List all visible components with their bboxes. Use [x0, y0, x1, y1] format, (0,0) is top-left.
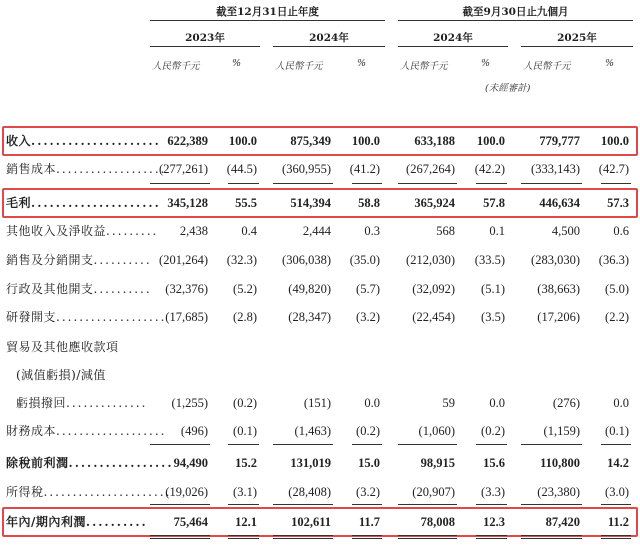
amount-cell: (32,376)	[165, 282, 208, 296]
amount-cell: 2,438	[179, 224, 208, 238]
amount-cell: 59	[442, 396, 455, 410]
row-label-text: 貿易及其他應收款項	[6, 340, 119, 354]
row-label-text: 行政及其他開支	[6, 282, 94, 296]
amount-cell: 633,188	[414, 134, 455, 148]
percent-cell: (36.3)	[598, 253, 629, 267]
amount-cell: (49,820)	[288, 282, 331, 296]
subtotal-rule	[150, 444, 210, 445]
amount-cell: (17,685)	[165, 310, 208, 324]
percent-cell: 0.4	[241, 224, 257, 238]
percent-cell: 12.1	[235, 515, 257, 529]
percent-cell: 100.0	[600, 134, 629, 148]
amount-cell: 345,128	[167, 196, 208, 210]
percent-cell: 0.0	[613, 396, 629, 410]
subtotal-rule	[521, 504, 582, 505]
amount-cell: 78,008	[420, 515, 455, 529]
table-row-other-income	[0, 220, 640, 242]
row-label-leader: .....................	[31, 196, 161, 210]
percent-cell: 15.0	[358, 456, 380, 470]
subtotal-rule	[273, 183, 333, 184]
row-label-text: 毛利	[6, 196, 32, 210]
percent-cell: 0.0	[364, 396, 380, 410]
amount-cell: (277,261)	[159, 162, 208, 176]
row-label-text: 銷售及分銷開支	[6, 253, 94, 267]
percent-cell: 0.1	[489, 224, 505, 238]
percent-cell: 100.0	[351, 134, 380, 148]
row-label-text: 所得稅	[6, 485, 44, 499]
amount-cell: 2,444	[302, 224, 331, 238]
percent-cell: (42.2)	[474, 162, 505, 176]
highlight-box-revenue	[2, 126, 638, 156]
amount-cell: (1,159)	[543, 424, 580, 438]
percent-cell: (33.5)	[474, 253, 505, 267]
table-row-receivables-line1	[0, 336, 640, 358]
table-row-finance-costs	[0, 420, 640, 442]
percent-cell: (0.2)	[233, 396, 257, 410]
percent-cell: (3.2)	[356, 310, 380, 324]
percent-cell: (3.0)	[605, 485, 629, 499]
amount-cell: (23,380)	[537, 485, 580, 499]
amount-cell: (333,143)	[531, 162, 580, 176]
percent-cell: 11.2	[607, 515, 629, 529]
percent-cell: (0.1)	[605, 424, 629, 438]
percent-cell: 55.5	[235, 196, 257, 210]
total-double-rule	[150, 535, 210, 536]
amount-cell: (151)	[303, 396, 331, 410]
subtotal-rule	[150, 504, 210, 505]
subtotal-rule	[228, 444, 259, 445]
row-label-leader: ..........	[85, 515, 148, 529]
total-double-rule	[476, 535, 507, 536]
subtotal-rule	[150, 183, 210, 184]
total-double-rule	[150, 538, 210, 539]
row-label-text: 財務成本	[6, 424, 57, 438]
subtotal-rule	[398, 504, 457, 505]
amount-cell: 98,915	[420, 456, 455, 470]
subtotal-rule	[273, 504, 333, 505]
amount-cell: (38,663)	[537, 282, 580, 296]
percent-cell: (5.7)	[356, 282, 380, 296]
amount-cell: (1,060)	[418, 424, 455, 438]
percent-cell: (44.5)	[226, 162, 257, 176]
percent-cell: (5.1)	[481, 282, 505, 296]
total-double-rule	[398, 538, 457, 539]
subtotal-rule	[352, 183, 382, 184]
total-double-rule	[228, 538, 259, 539]
year-header-2024-9m: 2024年	[433, 32, 473, 44]
percent-cell: (5.0)	[605, 282, 629, 296]
total-double-rule	[273, 535, 333, 536]
percent-cell: (2.2)	[605, 310, 629, 324]
table-row-impairment-reversal	[0, 392, 640, 414]
row-label-text: (減值虧損)/減值	[16, 368, 106, 382]
amount-cell: (20,907)	[412, 485, 455, 499]
amount-cell: 87,420	[545, 515, 580, 529]
year-header-2025-9m: 2025年	[557, 32, 597, 44]
amount-cell: (1,255)	[171, 396, 208, 410]
percent-cell: 57.3	[607, 196, 629, 210]
row-label-leader: ...................	[56, 310, 167, 324]
percent-cell: (41.2)	[349, 162, 380, 176]
percent-cell: 15.6	[483, 456, 505, 470]
table-row-income-tax	[0, 481, 640, 503]
row-label	[16, 367, 106, 383]
total-double-rule	[398, 535, 457, 536]
amount-cell: 446,634	[539, 196, 580, 210]
row-label-leader: ......................	[43, 485, 172, 499]
amount-cell: (212,030)	[406, 253, 455, 267]
group-header-year-end-rule	[150, 20, 385, 21]
percent-cell: 12.3	[483, 515, 505, 529]
subtotal-rule	[601, 183, 631, 184]
percent-cell: (42.7)	[598, 162, 629, 176]
subtotal-rule	[601, 504, 631, 505]
amount-cell: (360,955)	[282, 162, 331, 176]
unit-pct-3: %	[481, 58, 491, 69]
total-double-rule	[273, 538, 333, 539]
total-double-rule	[601, 535, 631, 536]
unit-pct-1: %	[232, 58, 242, 69]
percent-cell: (32.3)	[226, 253, 257, 267]
subtotal-rule	[476, 504, 507, 505]
amount-cell: 875,349	[290, 134, 331, 148]
table-row-selling-expenses	[0, 249, 640, 271]
amount-cell: 94,490	[173, 456, 208, 470]
unit-rmb-1: 人民幣千元	[152, 61, 200, 72]
amount-cell: 102,611	[291, 515, 331, 529]
total-double-rule	[521, 538, 582, 539]
row-label-leader: ...................	[56, 162, 167, 176]
percent-cell: (0.2)	[356, 424, 380, 438]
amount-cell: (28,408)	[288, 485, 331, 499]
amount-cell: (1,463)	[294, 424, 331, 438]
amount-cell: (283,030)	[531, 253, 580, 267]
percent-cell: 0.3	[364, 224, 380, 238]
amount-cell: 779,777	[539, 134, 580, 148]
percent-cell: (0.1)	[233, 424, 257, 438]
row-label-text: 銷售成本	[6, 162, 57, 176]
row-label-leader: .....................	[31, 134, 161, 148]
highlight-box-profit-for-period	[2, 507, 638, 537]
percent-cell: 100.0	[228, 134, 257, 148]
amount-cell: 365,924	[414, 196, 455, 210]
total-double-rule	[476, 538, 507, 539]
percent-cell: (2.8)	[233, 310, 257, 324]
subtotal-rule	[352, 444, 382, 445]
unit-pct-2: %	[357, 58, 367, 69]
subtotal-rule	[398, 444, 457, 445]
unit-rmb-4: 人民幣千元	[523, 61, 571, 72]
subtotal-rule	[228, 504, 259, 505]
total-double-rule	[352, 538, 382, 539]
subtotal-rule	[521, 183, 582, 184]
group-header-year-end: 截至12月31日止年度	[216, 6, 319, 18]
percent-cell: (3.1)	[233, 485, 257, 499]
percent-cell: 100.0	[476, 134, 505, 148]
year-rule-2024-9m	[398, 46, 508, 47]
row-label-text: 除稅前利潤	[6, 456, 69, 470]
percent-cell: 0.0	[489, 396, 505, 410]
table-row-cost-of-sales	[0, 158, 640, 180]
year-rule-2023	[150, 46, 260, 47]
amount-cell: (306,038)	[282, 253, 331, 267]
amount-cell: (28,347)	[288, 310, 331, 324]
subtotal-rule	[601, 444, 631, 445]
amount-cell: (201,264)	[159, 253, 208, 267]
percent-cell: (3.3)	[481, 485, 505, 499]
total-double-rule	[228, 535, 259, 536]
percent-cell: 14.2	[607, 456, 629, 470]
row-label-text: 研發開支	[6, 310, 57, 324]
percent-cell: 0.6	[613, 224, 629, 238]
table-row-admin-expenses	[0, 278, 640, 300]
row-label-text: 年內/期內利潤	[6, 515, 86, 529]
highlight-box-gross-profit	[2, 188, 638, 218]
amount-cell: 75,464	[173, 515, 208, 529]
table-row-receivables-line2	[0, 364, 640, 386]
amount-cell: (19,026)	[165, 485, 208, 499]
unit-rmb-3: 人民幣千元	[400, 61, 448, 72]
percent-cell: 58.8	[358, 196, 380, 210]
subtotal-rule	[521, 444, 582, 445]
row-label-leader: ...................	[56, 424, 167, 438]
row-label	[6, 339, 119, 355]
year-header-2023: 2023年	[185, 32, 225, 44]
amount-cell: (267,264)	[406, 162, 455, 176]
percent-cell: (35.0)	[349, 253, 380, 267]
row-label-text: 虧損撥回	[16, 396, 67, 410]
amount-cell: (496)	[180, 424, 208, 438]
year-rule-2024-fy	[273, 46, 385, 47]
total-double-rule	[521, 535, 582, 536]
percent-cell: (0.2)	[481, 424, 505, 438]
percent-cell: (3.5)	[481, 310, 505, 324]
row-label-leader: ..............	[66, 396, 148, 410]
row-label-text: 其他收入及淨收益	[6, 224, 107, 238]
amount-cell: 568	[436, 224, 455, 238]
percent-cell: 15.2	[235, 456, 257, 470]
row-label-leader: .........	[106, 224, 159, 238]
row-label-leader: ..........	[93, 282, 152, 296]
table-row-profit-before-tax	[0, 452, 640, 474]
percent-cell: (3.2)	[356, 485, 380, 499]
row-label-leader: .................	[68, 456, 174, 470]
subtotal-rule	[476, 444, 507, 445]
amount-cell: (22,454)	[412, 310, 455, 324]
amount-cell: 110,800	[540, 456, 580, 470]
group-header-nine-months: 截至9月30日止九個月	[462, 6, 569, 18]
subtotal-rule	[398, 183, 457, 184]
amount-cell: (276)	[552, 396, 580, 410]
group-header-nine-months-rule	[398, 20, 633, 21]
subtotal-rule	[273, 444, 333, 445]
amount-cell: 4,500	[551, 224, 580, 238]
table-row-rd-expenses	[0, 306, 640, 328]
percent-cell: 57.8	[483, 196, 505, 210]
subtotal-rule	[352, 504, 382, 505]
amount-cell: (32,092)	[412, 282, 455, 296]
subtotal-rule	[228, 183, 259, 184]
row-label-text: 收入	[6, 134, 32, 148]
amount-cell: (17,206)	[537, 310, 580, 324]
unaudited-note: (未經審計)	[485, 83, 531, 94]
subtotal-rule	[476, 183, 507, 184]
unit-rmb-2: 人民幣千元	[275, 61, 323, 72]
year-header-2024-fy: 2024年	[309, 32, 349, 44]
year-rule-2025-9m	[521, 46, 633, 47]
amount-cell: 514,394	[290, 196, 331, 210]
total-double-rule	[601, 538, 631, 539]
unit-pct-4: %	[605, 58, 615, 69]
total-double-rule	[352, 535, 382, 536]
row-label-leader: ..........	[93, 253, 152, 267]
amount-cell: 622,389	[167, 134, 208, 148]
amount-cell: 131,019	[290, 456, 331, 470]
percent-cell: (5.2)	[233, 282, 257, 296]
percent-cell: 11.7	[358, 515, 380, 529]
